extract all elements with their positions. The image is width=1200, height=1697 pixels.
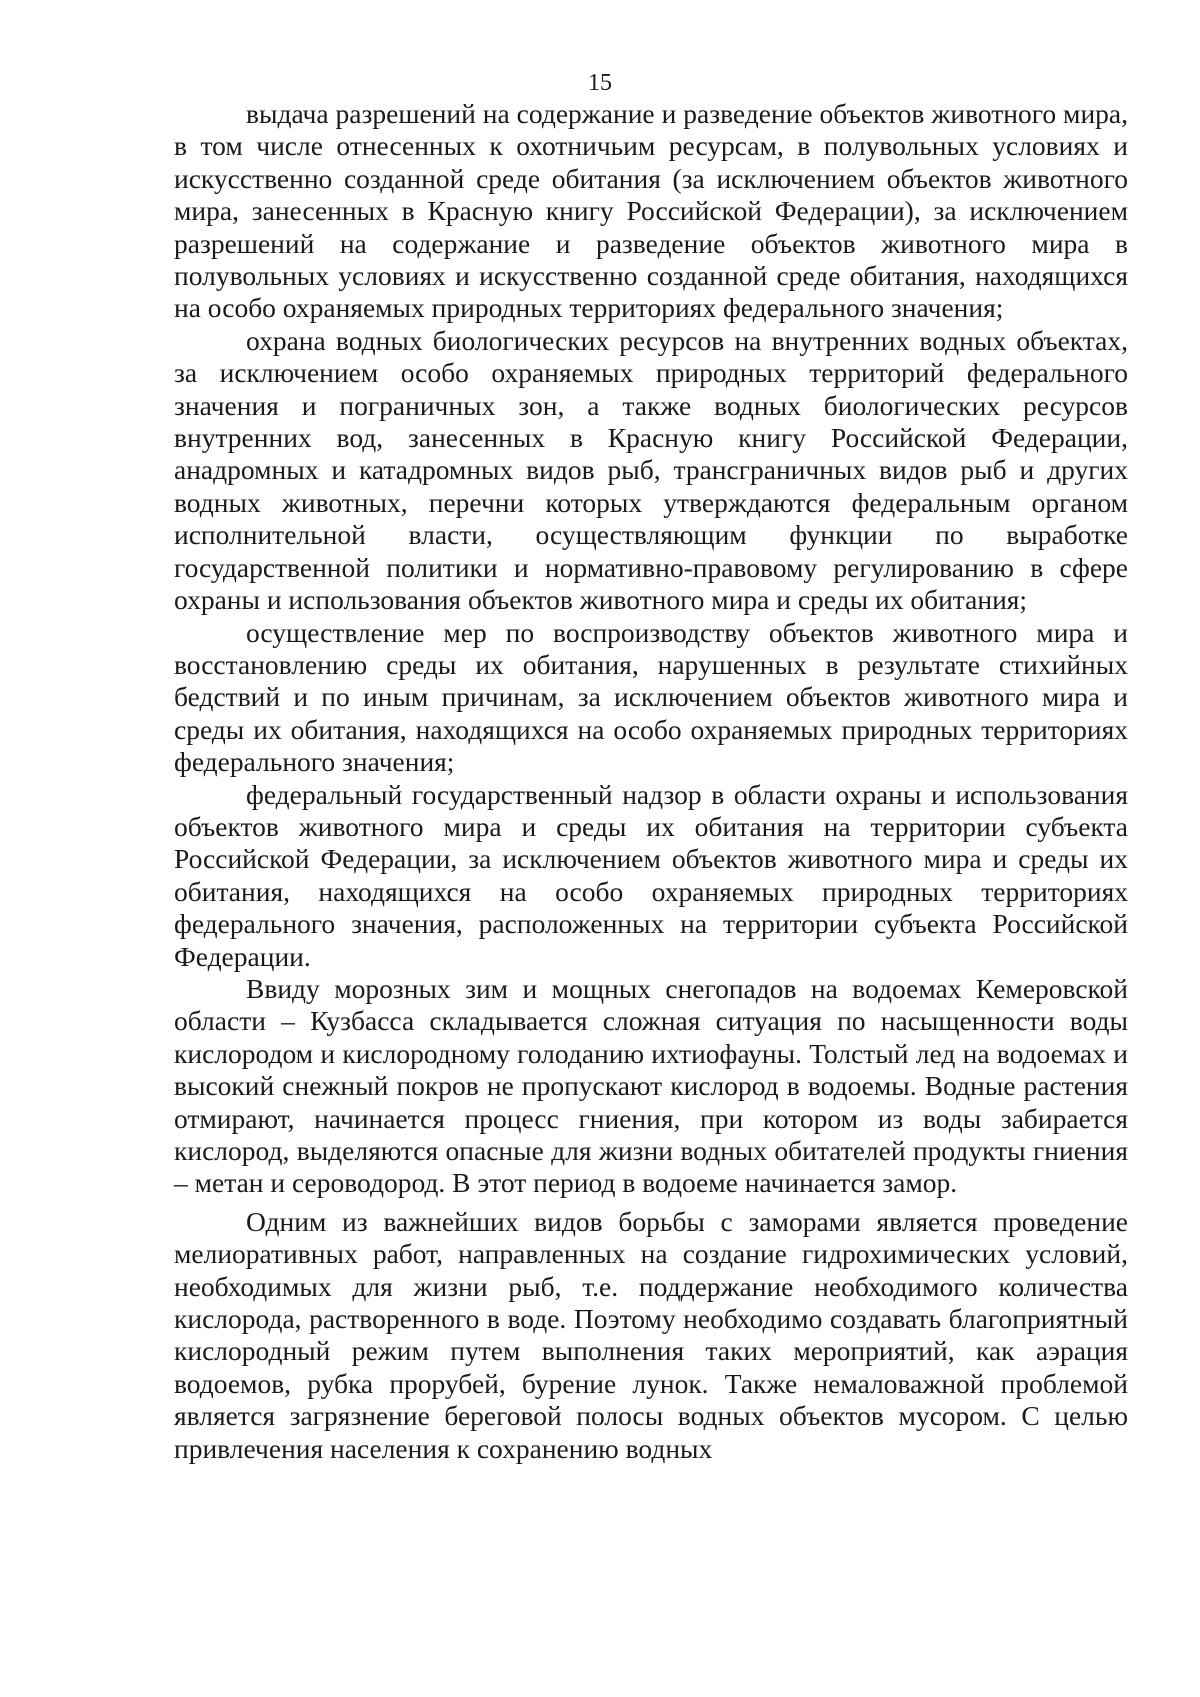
document-body xyxy=(174,98,1128,1465)
page-number: 15 xyxy=(588,70,612,96)
paragraph-reclamation-works: Одним из важнейших видов борьбы с заморами является проведение мелиоративных работ, направленных на создание гидрохимических условий, необходимых для жизни рыб, т.е. поддержание необходимого количества кислорода, растворенного в воде. Поэтому необходимо создавать благоприятный кислородный режим путем выполнения таких мероприятий, как аэрация водоемов, рубка прорубей, бурение лунок. Также немаловажной проблемой является загрязнение береговой полосы водных объектов мусором. С целью привлечения населения к сохранению водных xyxy=(174,1205,1128,1464)
paragraph-hunting-permits: выдача разрешений на содержание и разведение объектов животного мира, в том числе отнесенных к охотничьим ресурсам, в полувольных условиях и искусственно созданной среде обитания (за исключением объектов животного мира, занесенных в Красную книгу Российской Федерации), за исключением разрешений на содержание и разведение объектов животного мира в полувольных условиях и искусственно созданной среде обитания, находящихся на особо охраняемых природных территориях федерального значения; xyxy=(174,98,1128,324)
paragraph-winter-fish-kill: Ввиду морозных зим и мощных снегопадов на водоемах Кемеровской области – Кузбасса складывается сложная ситуация по насыщенности воды кислородом и кислородному голоданию ихтиофауны. Толстый лед на водоемах и высокий снежный покров не пропускают кислород в водоемы. Водные растения отмирают, начинается процесс гниения, при котором из воды забирается кислород, выделяются опасные для жизни водных обитателей продукты гниения – метан и сероводород. В этот период в водоеме начинается замор. xyxy=(174,972,1128,1199)
paragraph-reproduction-measures: осуществление мер по воспроизводству объектов животного мира и восстановлению среды их обитания, нарушенных в результате стихийных бедствий и по иным причинам, за исключением объектов животного мира и среды их обитания, находящихся на особо охраняемых природных территориях федерального значения; xyxy=(174,616,1128,778)
paragraph-aquatic-resources-protection: охрана водных биологических ресурсов на внутренних водных объектах, за исключением особо охраняемых природных территорий федерального значения и пограничных зон, а также водных биологических ресурсов внутренних вод, занесенных в Красную книгу Российской Федерации, анадромных и катадромных видов рыб, трансграничных видов рыб и других водных животных, перечни которых утверждаются федеральным органом исполнительной власти, осуществляющим функции по выработке государственной политики и нормативно-правовому регулированию в сфере охраны и использования объектов животного мира и среды их обитания; xyxy=(174,324,1128,616)
paragraph-federal-supervision: федеральный государственный надзор в области охраны и использования объектов животного мира и среды их обитания на территории субъекта Российской Федерации, за исключением объектов животного мира и среды их обитания, находящихся на особо охраняемых природных территориях федерального значения, расположенных на территории субъекта Российской Федерации. xyxy=(174,778,1128,972)
